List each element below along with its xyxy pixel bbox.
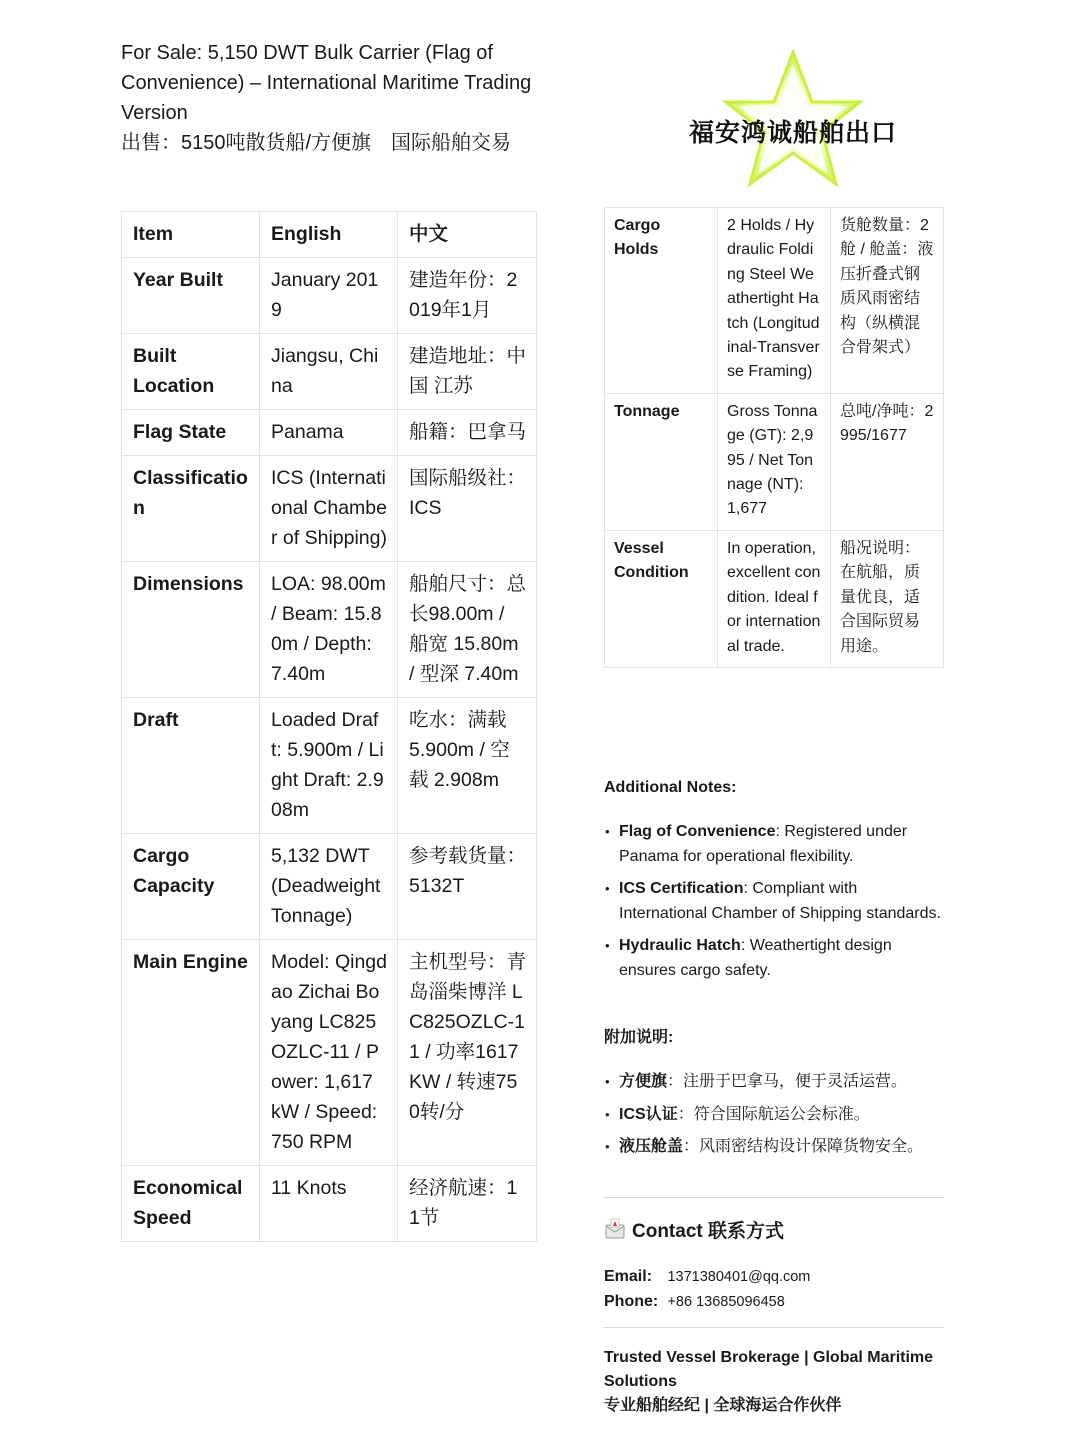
title-chinese: 出售：5150吨散货船/方便旗 国际船舶交易 [121, 132, 512, 154]
table-cell: 国际船级社：ICS [398, 456, 537, 562]
table-cell: Cargo Capacity [122, 834, 260, 940]
table-row [122, 1166, 537, 1242]
table-cell: 建造年份：2019年1月 [398, 258, 537, 334]
phone-value[interactable]: +86 13685096458 [667, 1294, 785, 1310]
tagline-chinese: 专业船舶经纪 | 全球海运合作伙伴 [604, 1397, 842, 1414]
table-cell: 总吨/净吨：2995/1677 [831, 393, 944, 530]
email-label: Email: [604, 1268, 653, 1285]
table-row [122, 456, 537, 562]
table-cell: LOA: 98.00m / Beam: 15.80m / Depth: 7.40m [260, 562, 398, 698]
column-header: English [260, 212, 398, 258]
table-cell: In operation, excellent condition. Ideal for international trade. [718, 530, 831, 667]
table-row [122, 940, 537, 1166]
table-cell: Economical Speed [122, 1166, 260, 1242]
table-row [122, 562, 537, 698]
column-header: 中文 [398, 212, 537, 258]
table-row [122, 410, 537, 456]
table-row [605, 393, 944, 530]
table-cell: Built Location [122, 334, 260, 410]
list-item: • Flag of Convenience: Registered under Panama for operational flexibility. [604, 820, 949, 869]
table-header-row [122, 212, 537, 258]
table-cell: 吃水：满载 5.900m / 空载 2.908m [398, 698, 537, 834]
table-cell: 2 Holds / Hydraulic Folding Steel Weathertight Hatch (Longitudinal-Transverse Framing) [718, 208, 831, 394]
spec-table [121, 211, 537, 1242]
table-cell: Draft [122, 698, 260, 834]
mailbox-icon [604, 1218, 626, 1240]
table-cell: 船况说明：在航船，质量优良，适合国际贸易用途。 [831, 530, 944, 667]
divider [604, 1327, 944, 1328]
table-cell: 11 Knots [260, 1166, 398, 1242]
table-row [122, 698, 537, 834]
contact-heading: Contact 联系方式 [604, 1218, 784, 1245]
table-row [122, 334, 537, 410]
table-cell: ICS (International Chamber of Shipping) [260, 456, 398, 562]
table-cell: Main Engine [122, 940, 260, 1166]
table-cell: 建造地址：中国 江苏 [398, 334, 537, 410]
spec-table-continued [604, 207, 944, 668]
table-cell: Classification [122, 456, 260, 562]
company-logo [668, 50, 918, 190]
table-cell: Model: Qingdao Zichai Boyang LC825OZLC-11 / Power: 1,617 kW / Speed: 750 RPM [260, 940, 398, 1166]
table-row [122, 834, 537, 940]
table-cell: 主机型号：青岛淄柴博洋 LC825OZLC-11 / 功率1617KW / 转速750转/分 [398, 940, 537, 1166]
table-cell: 货舱数量：2舱 / 舱盖：液压折叠式钢质风雨密结构（纵横混合骨架式） [831, 208, 944, 394]
title-english: For Sale: 5,150 DWT Bulk Carrier (Flag of Convenience) – International Maritime Trading Version [121, 42, 532, 124]
table-cell: 5,132 DWT (Deadweight Tonnage) [260, 834, 398, 940]
table-row [122, 258, 537, 334]
table-row [605, 208, 944, 394]
listing-title [121, 38, 551, 158]
tagline [604, 1346, 949, 1418]
list-item: • ICS认证：符合国际航运公会标准。 [604, 1103, 949, 1128]
divider [604, 1197, 944, 1198]
list-item: • 方便旗：注册于巴拿马，便于灵活运营。 [604, 1070, 949, 1095]
table-cell: 船舶尺寸：总长98.00m / 船宽 15.80m / 型深 7.40m [398, 562, 537, 698]
phone-line [604, 1291, 785, 1313]
table-cell: Jiangsu, China [260, 334, 398, 410]
additional-notes-english [604, 776, 949, 983]
table-cell: Flag State [122, 410, 260, 456]
logo-text: 福安鸿诚船舶出口 [688, 118, 897, 147]
email-line [604, 1266, 810, 1288]
email-value[interactable]: 1371380401@qq.com [667, 1269, 811, 1285]
table-cell: Panama [260, 410, 398, 456]
phone-label: Phone: [604, 1293, 659, 1310]
table-cell: Vessel Condition [605, 530, 718, 667]
column-header: Item [122, 212, 260, 258]
table-cell: Tonnage [605, 393, 718, 530]
list-item: • 液压舱盖：风雨密结构设计保障货物安全。 [604, 1135, 949, 1160]
table-cell: Dimensions [122, 562, 260, 698]
tagline-english: Trusted Vessel Brokerage | Global Maritime Solutions [604, 1349, 934, 1390]
table-cell: 经济航速：11节 [398, 1166, 537, 1242]
table-cell: 船籍：巴拿马 [398, 410, 537, 456]
table-cell: Loaded Draft: 5.900m / Light Draft: 2.908m [260, 698, 398, 834]
additional-notes-chinese [604, 1026, 949, 1160]
table-row [605, 530, 944, 667]
table-cell: Year Built [122, 258, 260, 334]
table-cell: 参考载货量：5132T [398, 834, 537, 940]
table-cell: Cargo Holds [605, 208, 718, 394]
notes-heading: 附加说明: [604, 1029, 674, 1046]
notes-heading: Additional Notes: [604, 779, 737, 796]
table-cell: January 2019 [260, 258, 398, 334]
table-cell: Gross Tonnage (GT): 2,995 / Net Tonnage (NT): 1,677 [718, 393, 831, 530]
list-item: • Hydraulic Hatch: Weathertight design ensures cargo safety. [604, 934, 949, 983]
list-item: • ICS Certification: Compliant with International Chamber of Shipping standards. [604, 877, 949, 926]
